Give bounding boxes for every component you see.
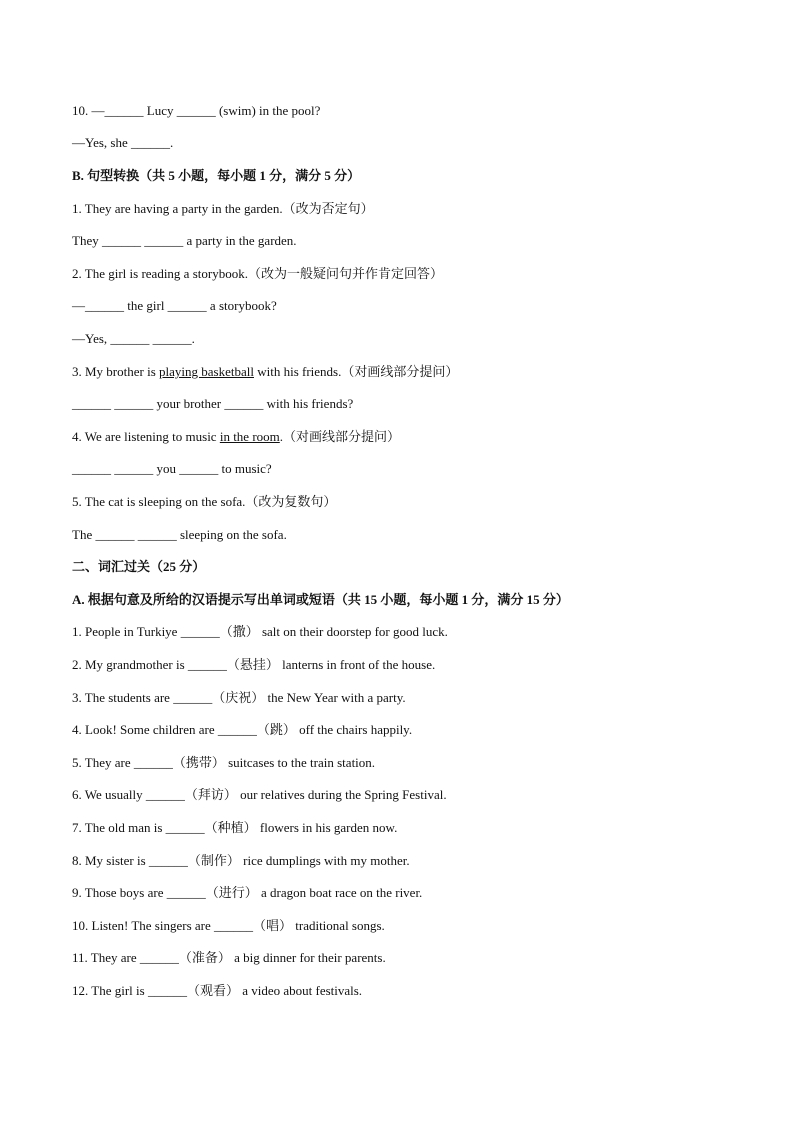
- question-5: 5. The cat is sleeping on the sofa.（改为复数句）: [72, 494, 337, 509]
- question-text: 3. My brother is: [72, 364, 160, 379]
- vocab-question-3: 3. The students are ______（庆祝） the New Year with a party.: [72, 690, 406, 705]
- answer-line: ______ ______ your brother ______ with his friends?: [72, 396, 354, 411]
- vocab-question-12: 12. The girl is ______（观看） a video about festivals.: [72, 983, 363, 998]
- section-heading-a: A. 根据句意及所给的汉语提示写出单词或短语（共 15 小题，每小题 1 分，满分 15 分）: [72, 592, 569, 607]
- question-3: [72, 364, 734, 380]
- vocab-question-11: 11. They are ______（准备） a big dinner for their parents.: [72, 950, 386, 965]
- vocab-question-9: 9. Those boys are ______（进行） a dragon boat race on the river.: [72, 885, 423, 900]
- section-heading-b: B. 句型转换（共 5 小题，每小题 1 分，满分 5 分）: [72, 168, 361, 183]
- answer-line: —______ the girl ______ a storybook?: [72, 298, 277, 313]
- answer-line: —Yes, she ______.: [72, 135, 174, 150]
- question-4: [72, 429, 734, 445]
- question-2: 2. The girl is reading a storybook.（改为一般疑问句并作肯定回答）: [72, 266, 443, 281]
- section-heading-vocabulary: 二、词汇过关（25 分）: [72, 559, 206, 574]
- question-1: 1. They are having a party in the garden.（改为否定句）: [72, 201, 374, 216]
- underlined-phrase: playing basketball: [159, 364, 254, 379]
- vocab-question-2: 2. My grandmother is ______（悬挂） lanterns in front of the house.: [72, 657, 436, 672]
- question-10: 10. —______ Lucy ______ (swim) in the pool?: [72, 103, 321, 118]
- vocab-question-10: 10. Listen! The singers are ______（唱） traditional songs.: [72, 918, 385, 933]
- vocab-question-7: 7. The old man is ______（种植） flowers in his garden now.: [72, 820, 398, 835]
- question-text: .（对画线部分提问）: [279, 429, 401, 444]
- vocab-question-6: 6. We usually ______（拜访） our relatives during the Spring Festival.: [72, 787, 447, 802]
- answer-line: They ______ ______ a party in the garden.: [72, 233, 297, 248]
- vocab-question-5: 5. They are ______（携带） suitcases to the train station.: [72, 755, 376, 770]
- answer-line: The ______ ______ sleeping on the sofa.: [72, 527, 287, 542]
- answer-line: —Yes, ______ ______.: [72, 331, 195, 346]
- vocab-question-8: 8. My sister is ______（制作） rice dumplings with my mother.: [72, 853, 410, 868]
- vocab-question-1: 1. People in Turkiye ______（撒） salt on their doorstep for good luck.: [72, 624, 448, 639]
- question-text: 4. We are listening to music: [72, 429, 220, 444]
- answer-line: ______ ______ you ______ to music?: [72, 461, 272, 476]
- question-text: with his friends.（对画线部分提问）: [253, 364, 459, 379]
- underlined-phrase: in the room: [219, 429, 280, 444]
- vocab-question-4: 4. Look! Some children are ______（跳） off the chairs happily.: [72, 722, 413, 737]
